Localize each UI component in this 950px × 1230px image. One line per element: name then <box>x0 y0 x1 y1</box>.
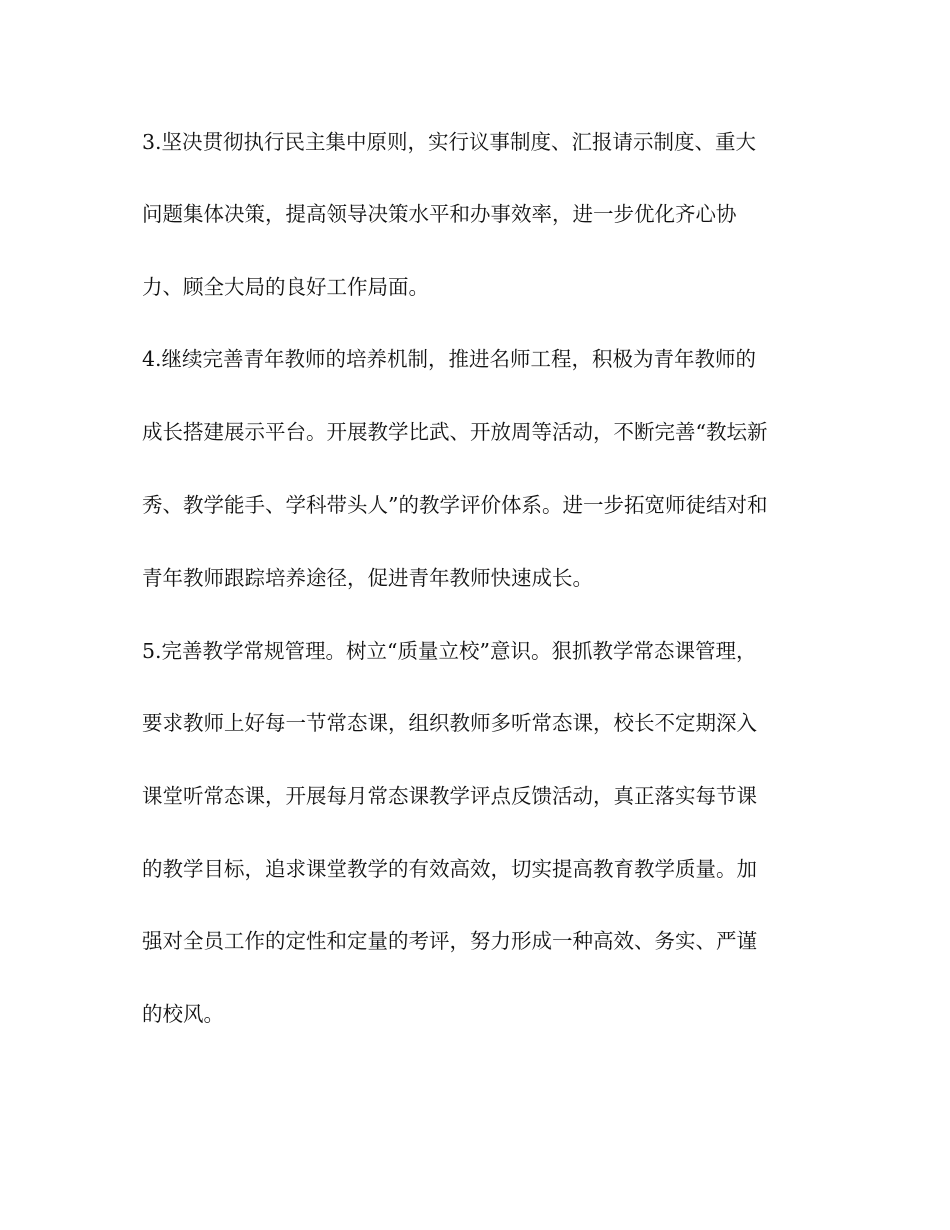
paragraph-line: 3.坚决贯彻执行民主集中原则，实行议事制度、汇报请示制度、重大 <box>142 130 757 154</box>
paragraph-line: 力、顾全大局的良好工作局面。 <box>142 275 429 299</box>
paragraph-line: 强对全员工作的定性和定量的考评，努力形成一种高效、务实、严谨 <box>142 929 757 953</box>
paragraph-line: 的教学目标，追求课堂教学的有效高效，切实提高教育教学质量。加 <box>142 857 757 881</box>
paragraph-line: 成长搭建展示平台。开展教学比武、开放周等活动，不断完善“教坛新 <box>142 420 768 444</box>
paragraph-line: 5.完善教学常规管理。树立“质量立校”意识。狠抓教学常态课管理， <box>142 639 757 663</box>
paragraph-line: 4.继续完善青年教师的培养机制，推进名师工程，积极为青年教师的 <box>142 347 757 371</box>
paragraph-line: 要求教师上好每一节常态课，组织教师多听常态课，校长不定期深入 <box>142 711 757 735</box>
paragraph-line: 的校风。 <box>142 1002 224 1026</box>
paragraph-line: 课堂听常态课，开展每月常态课教学评点反馈活动，真正落实每节课 <box>142 784 757 808</box>
paragraph-line: 青年教师跟踪培养途径，促进青年教师快速成长。 <box>142 566 593 590</box>
paragraph-line: 问题集体决策，提高领导决策水平和办事效率，进一步优化齐心协 <box>142 202 737 226</box>
paragraph-line: 秀、教学能手、学科带头人”的教学评价体系。进一步拓宽师徒结对和 <box>142 493 768 517</box>
